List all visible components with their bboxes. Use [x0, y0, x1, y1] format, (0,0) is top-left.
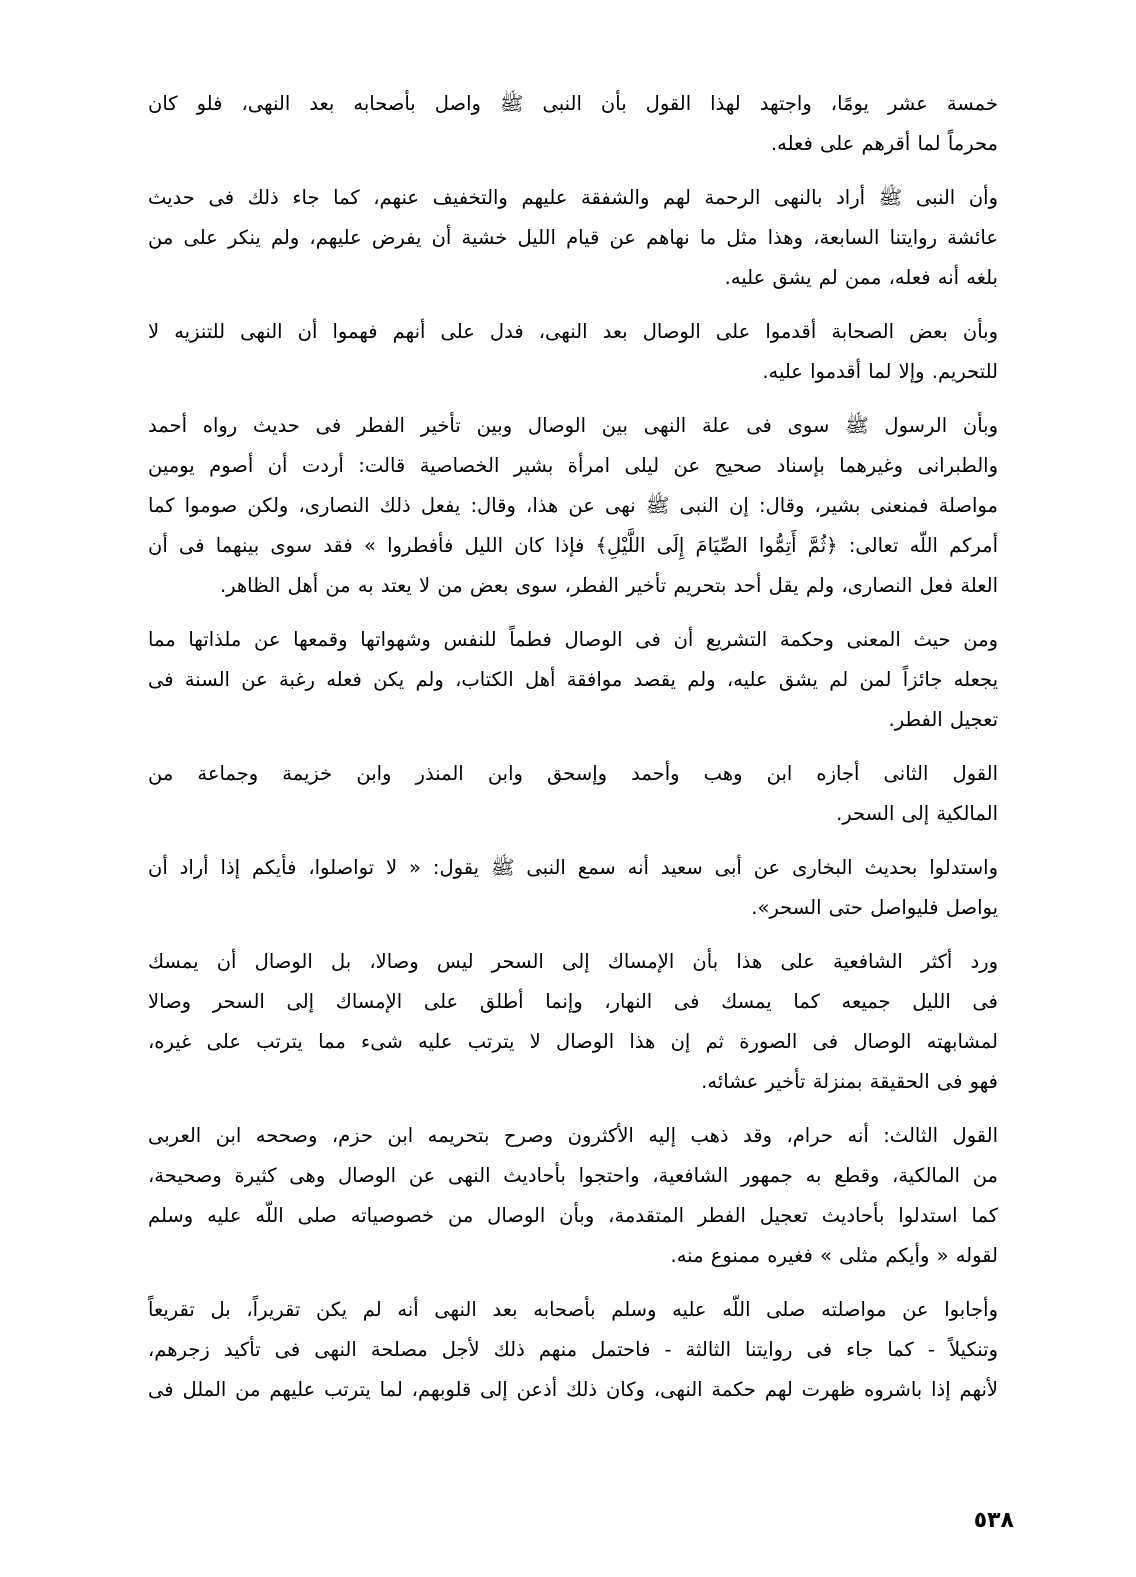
text-line: تعجيل الفطر.	[888, 708, 998, 731]
text-line: وتنكيلاً - كما جاء فى روايتنا الثالثة - فاحتمل منهم ذلك لأجل مصلحة النهى فى تأكيد زجرهم،	[148, 1338, 998, 1361]
page-number: ٥٣٨	[973, 1508, 1014, 1533]
text-line: فهو فى الحقيقة بمنزلة تأخير عشائه.	[701, 1070, 998, 1093]
text-line: يجعله جائزاً لمن لم يشق عليه، ولم يقصد موافقة أهل الكتاب، ولم يكن فعله رغبة عن السنة فى	[148, 668, 998, 691]
text-line: المالكية إلى السحر.	[836, 802, 998, 825]
text-line: ورد أكثر الشافعية على هذا بأن الإمساك إلى السحر ليس وصالا، بل الوصال أن يمسك	[148, 950, 998, 973]
paragraph-9	[148, 1116, 998, 1276]
text-line: كما استدلوا بأحاديث تعجيل الفطر المتقدمة، وبأن الوصال من خصوصياته صلى اللّه عليه وسلم	[148, 1204, 998, 1227]
text-line: وأن النبى ﷺ أراد بالنهى الرحمة لهم والشفقة عليهم والتخفيف عنهم، كما جاء ذلك فى حديث	[148, 186, 998, 209]
text-line: وأجابوا عن مواصلته صلى اللّه عليه وسلم بأصحابه بعد النهى أنه لم يكن تقريراً، بل تقريعاً	[148, 1298, 998, 1321]
text-line: بلغه أنه فعله، ممن لم يشق عليه.	[724, 266, 998, 289]
text-line: العلة فعل النصارى، ولم يقل أحد بتحريم تأخير الفطر، سوى بعض من لا يعتد به من أهل الظاهر.	[219, 574, 998, 597]
text-line: القول الثالث: أنه حرام، وقد ذهب إليه الأكثرون وصرح بتحريمه ابن حزم، وصححه ابن العربى	[148, 1124, 998, 1147]
text-line: فى الليل جميعه كما يمسك فى النهار، وإنما أطلق على الإمساك إلى السحر وصالا	[148, 990, 998, 1013]
text-line: مواصلة فمنعنى بشير، وقال: إن النبى ﷺ نهى عن هذا، وقال: يفعل ذلك النصارى، ولكن صوموا كما	[148, 494, 998, 517]
paragraph-5	[148, 620, 998, 740]
text-line: يواصل فليواصل حتى السحر».	[751, 896, 998, 919]
text-line: ومن حيث المعنى وحكمة التشريع أن فى الوصال فطماً للنفس وشهواتها وقمعها عن ملذاتها مما	[148, 628, 998, 651]
text-line: القول الثانى أجازه ابن وهب وأحمد وإسحق وابن المنذر وابن خزيمة وجماعة من	[148, 762, 998, 785]
paragraph-4	[148, 406, 998, 606]
paragraph-2	[148, 178, 998, 298]
text-line: محرماً لما أقرهم على فعله.	[770, 132, 998, 155]
paragraph-6	[148, 754, 998, 834]
text-line: وبأن بعض الصحابة أقدموا على الوصال بعد النهى، فدل على أنهم فهموا أن النهى للتنزيه لا	[148, 320, 998, 343]
paragraph-3	[148, 312, 998, 392]
text-line: للتحريم. وإلا لما أقدموا عليه.	[762, 360, 998, 383]
text-line: والطبرانى وغيرهما بإسناد صحيح عن ليلى امرأة بشير الخصاصية قالت: أردت أن أصوم يومين	[148, 454, 998, 477]
paragraph-10	[148, 1290, 998, 1410]
paragraph-8	[148, 942, 998, 1102]
text-line: وبأن الرسول ﷺ سوى فى علة النهى بين الوصال وبين تأخير الفطر فى حديث رواه أحمد	[148, 414, 998, 437]
text-line: أمركم اللّه تعالى: ﴿ثُمَّ أَتِمُّوا الصِّيَامَ إِلَى اللَّيْلِ﴾ فإذا كان الليل فأفطروا » فقد سوى بينهما فى أن	[148, 534, 998, 557]
text-line: لمشابهته الوصال فى الصورة ثم إن هذا الوصال لا يترتب عليه شىء مما يترتب على غيره،	[148, 1030, 998, 1053]
page-text-body	[148, 84, 998, 1424]
text-line: خمسة عشر يومًا، واجتهد لهذا القول بأن النبى ﷺ واصل بأصحابه بعد النهى، فلو كان	[148, 92, 998, 115]
paragraph-7	[148, 848, 998, 928]
text-line: من المالكية، وقطع به جمهور الشافعية، واحتجوا بأحاديث النهى عن الوصال وهى كثيرة وصحيحة،	[148, 1164, 998, 1187]
text-line: واستدلوا بحديث البخارى عن أبى سعيد أنه سمع النبى ﷺ يقول: « لا تواصلوا، فأيكم إذا أراد أن	[148, 856, 998, 879]
paragraph-1	[148, 84, 998, 164]
text-line: لأنهم إذا باشروه ظهرت لهم حكمة النهى، وكان ذلك أذعن إلى قلوبهم، لما يترتب عليهم من الملل فى	[148, 1378, 998, 1401]
text-line: عائشة روايتنا السابعة، وهذا مثل ما نهاهم عن قيام الليل خشية أن يفرض عليهم، ولم ينكر على من	[148, 226, 998, 249]
text-line: لقوله « وأيكم مثلى » فغيره ممنوع منه.	[670, 1244, 998, 1267]
